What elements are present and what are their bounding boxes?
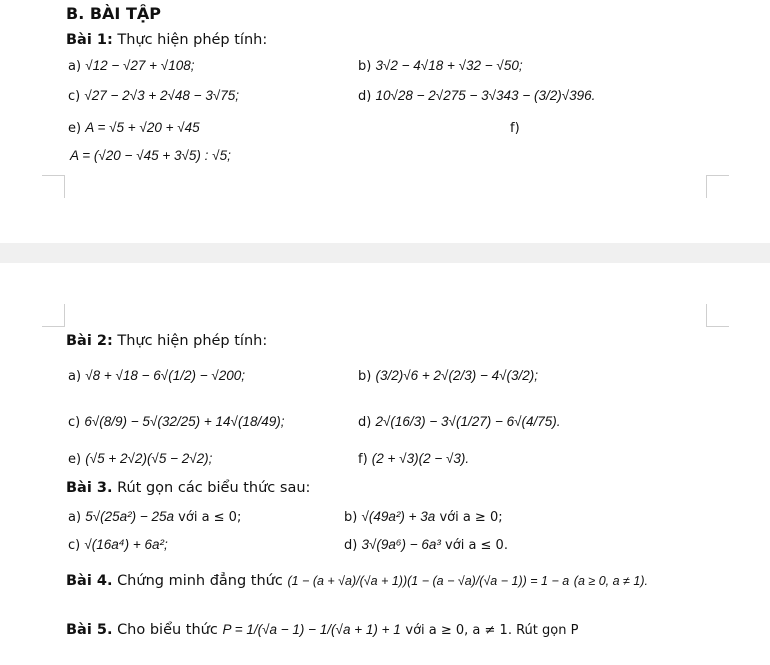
bai3-label: Bài 3. <box>66 480 113 496</box>
item-expression: A = (√20 − √45 + 3√5) : √5; <box>70 148 231 163</box>
bai1-item-d <box>358 88 595 104</box>
bai3-text: Rút gọn các biểu thức sau: <box>117 480 311 496</box>
page-corner-marker <box>42 175 65 198</box>
item-condition: với a ≥ 0; <box>439 510 503 525</box>
page-corner-marker <box>42 304 65 327</box>
bai5-label: Bài 5. <box>66 622 113 638</box>
bai2-label: Bài 2: <box>66 333 113 349</box>
bai2-item-e <box>68 451 212 467</box>
item-expression: (2 + √3)(2 − √3). <box>371 451 470 466</box>
item-expression: 6√(8/9) − 5√(32/25) + 14√(18/49); <box>84 414 285 429</box>
item-expression: (√5 + 2√2)(√5 − 2√2); <box>85 451 213 466</box>
item-expression: 2√(16/3) − 3√(1/27) − 6√(4/75). <box>375 414 561 429</box>
item-condition: với a ≤ 0. <box>445 538 508 553</box>
bai5-expression: P = 1/(√a − 1) − 1/(√a + 1) + 1 <box>222 622 401 637</box>
item-label: a) <box>68 59 82 74</box>
item-label: c) <box>68 538 81 553</box>
bai2-heading <box>66 333 267 349</box>
bai5-tail: . Rút gọn P <box>507 623 579 638</box>
page-break-band <box>0 243 770 263</box>
item-label: c) <box>68 89 81 104</box>
bai3-item-a <box>68 509 241 525</box>
bai3-item-b <box>344 509 503 525</box>
item-label: b) <box>358 369 372 384</box>
bai2-item-b <box>358 368 538 384</box>
bai1-item-c <box>68 88 239 104</box>
page-corner-marker <box>706 304 729 327</box>
item-expression: √(49a²) + 3a <box>361 509 436 524</box>
bai3-item-c <box>68 537 168 553</box>
item-expression: √(16a⁴) + 6a²; <box>84 537 168 552</box>
bai3-item-d <box>344 537 508 553</box>
bai1-text: Thực hiện phép tính: <box>117 32 268 48</box>
bai1-label: Bài 1: <box>66 32 113 48</box>
item-label: d) <box>344 538 358 553</box>
item-condition: với a ≤ 0; <box>178 510 242 525</box>
bai2-item-c <box>68 414 284 430</box>
page-corner-marker <box>706 175 729 198</box>
item-expression: 5√(25a²) − 25a <box>85 509 175 524</box>
item-expression: √27 − 2√3 + 2√48 − 3√75; <box>84 88 239 103</box>
bai5-condition: với a ≥ 0, a ≠ 1 <box>405 623 508 638</box>
item-expression: (3/2)√6 + 2√(2/3) − 4√(3/2); <box>375 368 539 383</box>
bai3-heading <box>66 480 310 496</box>
item-label: d) <box>358 415 372 430</box>
bai5-line <box>66 622 578 638</box>
item-expression: 10√28 − 2√275 − 3√343 − (3/2)√396. <box>375 88 596 103</box>
bai2-item-a <box>68 368 245 384</box>
item-expression: √8 + √18 − 6√(1/2) − √200; <box>85 368 246 383</box>
item-label: d) <box>358 89 372 104</box>
bai1-heading <box>66 32 267 48</box>
bai4-label: Bài 4. <box>66 573 113 589</box>
bai1-extra <box>70 148 231 164</box>
item-label: f) <box>510 121 520 136</box>
item-expression: 3√(9a⁶) − 6a³ <box>361 537 441 552</box>
section-title: B. BÀI TẬP <box>66 4 161 23</box>
item-label: b) <box>358 59 372 74</box>
item-label: a) <box>68 369 82 384</box>
item-label: e) <box>68 121 82 136</box>
item-label: a) <box>68 510 82 525</box>
bai2-item-f <box>358 451 469 467</box>
item-label: f) <box>358 452 368 467</box>
item-expression: 3√2 − 4√18 + √32 − √50; <box>375 58 523 73</box>
bai1-item-a <box>68 58 195 74</box>
bai1-item-f <box>510 120 520 136</box>
bai5-text: Cho biểu thức <box>117 622 218 638</box>
item-label: b) <box>344 510 358 525</box>
bai4-line <box>66 573 648 589</box>
item-expression: A = √5 + √20 + √45 <box>85 120 200 135</box>
bai4-expression: (1 − (a + √a)/(√a + 1))(1 − (a − √a)/(√a − 1)) = 1 − a <box>287 574 570 588</box>
bai4-text: Chứng minh đẳng thức <box>117 573 283 589</box>
bai2-text: Thực hiện phép tính: <box>117 333 268 349</box>
item-expression: √12 − √27 + √108; <box>85 58 195 73</box>
bai1-item-b <box>358 58 523 74</box>
bai1-item-e <box>68 120 200 136</box>
item-label: c) <box>68 415 81 430</box>
bai2-item-d <box>358 414 561 430</box>
item-label: e) <box>68 452 82 467</box>
bai4-condition: (a ≥ 0, a ≠ 1). <box>573 574 648 588</box>
